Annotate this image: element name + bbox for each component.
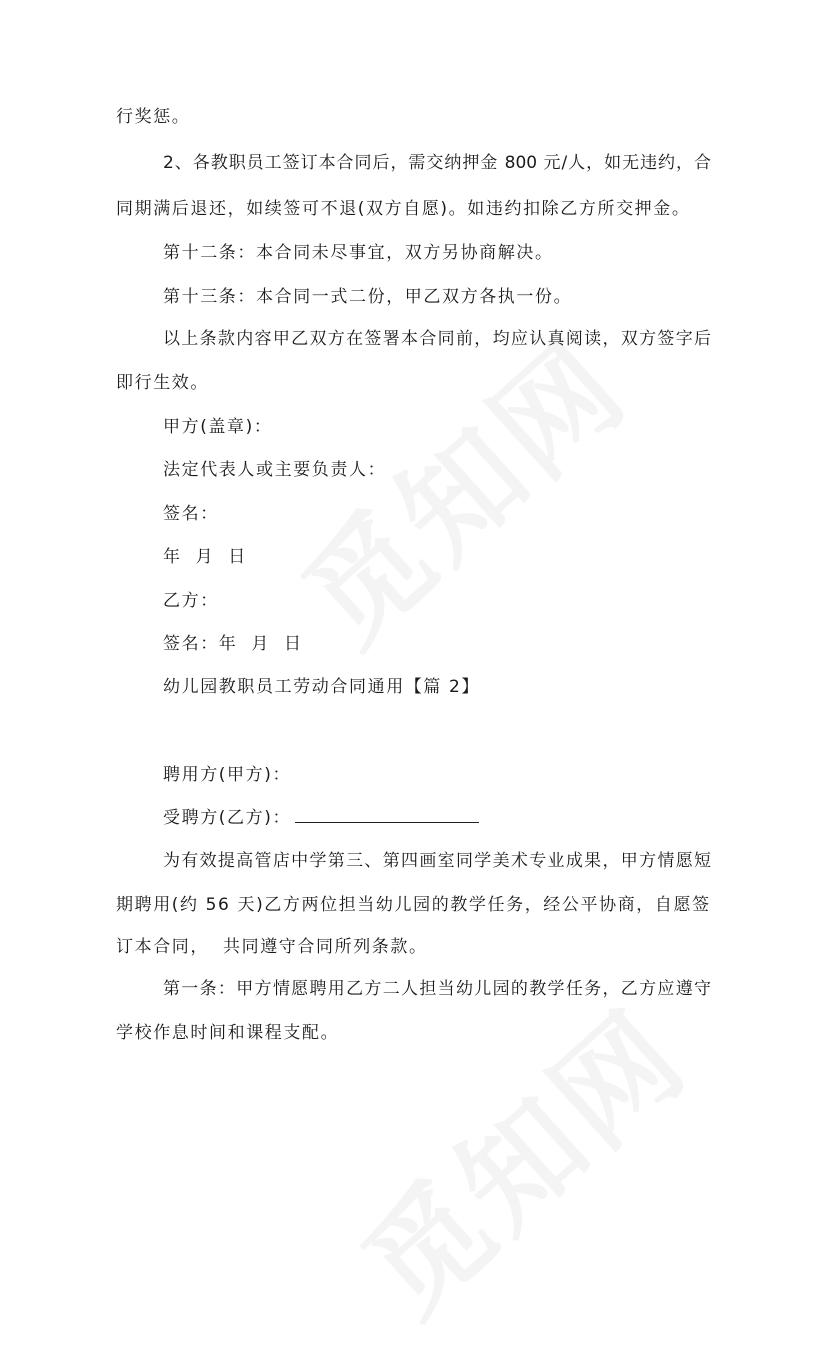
text-line: 甲方(盖章)： [163, 417, 273, 437]
text-line: 签名： [163, 504, 219, 524]
text-line: 期聘用(约 56 天)乙方两位担当幼儿园的教学任务，经公平协商，自愿签 [116, 895, 711, 915]
text-label: 受聘方(乙方)： [163, 808, 292, 828]
text-line: 为有效提高管店中学第三、第四画室同学美术专业成果，甲方情愿短 [163, 851, 711, 871]
watermark [261, 296, 657, 677]
text-line: 聘用方(甲方)： [163, 765, 292, 785]
text-line: 2、各教职员工签订本合同后，需交纳押金 800 元/人，如无违约，合 [163, 153, 711, 173]
text-line [163, 806, 479, 829]
text-line: 学校作息时间和课程支配。 [116, 1023, 340, 1043]
text-line: 第一条：甲方情愿聘用乙方二人担当幼儿园的教学任务，乙方应遵守 [163, 979, 711, 999]
watermark [321, 966, 717, 1346]
text-line: 行奖惩。 [116, 107, 191, 127]
text-line: 法定代表人或主要负责人： [163, 460, 387, 480]
text-line: 订本合同， 共同遵守合同所列条款。 [116, 937, 428, 957]
text-line: 年 月 日 [163, 547, 247, 567]
text-line: 第十三条：本合同一式二份，甲乙双方各执一份。 [163, 287, 573, 307]
section-heading: 幼儿园教职员工劳动合同通用【篇 2】 [163, 677, 481, 697]
text-line: 乙方： [163, 591, 219, 611]
text-line: 第十二条：本合同未尽事宜，双方另协商解决。 [163, 243, 554, 263]
text-line: 签名：年 月 日 [163, 634, 303, 654]
signature-blank [295, 806, 479, 823]
text-line: 同期满后退还，如续签可不退(双方自愿)。如违约扣除乙方所交押金。 [116, 199, 691, 219]
text-line: 以上条款内容甲乙双方在签署本合同前，均应认真阅读，双方签字后 [163, 329, 711, 349]
text-line: 即行生效。 [116, 373, 209, 393]
